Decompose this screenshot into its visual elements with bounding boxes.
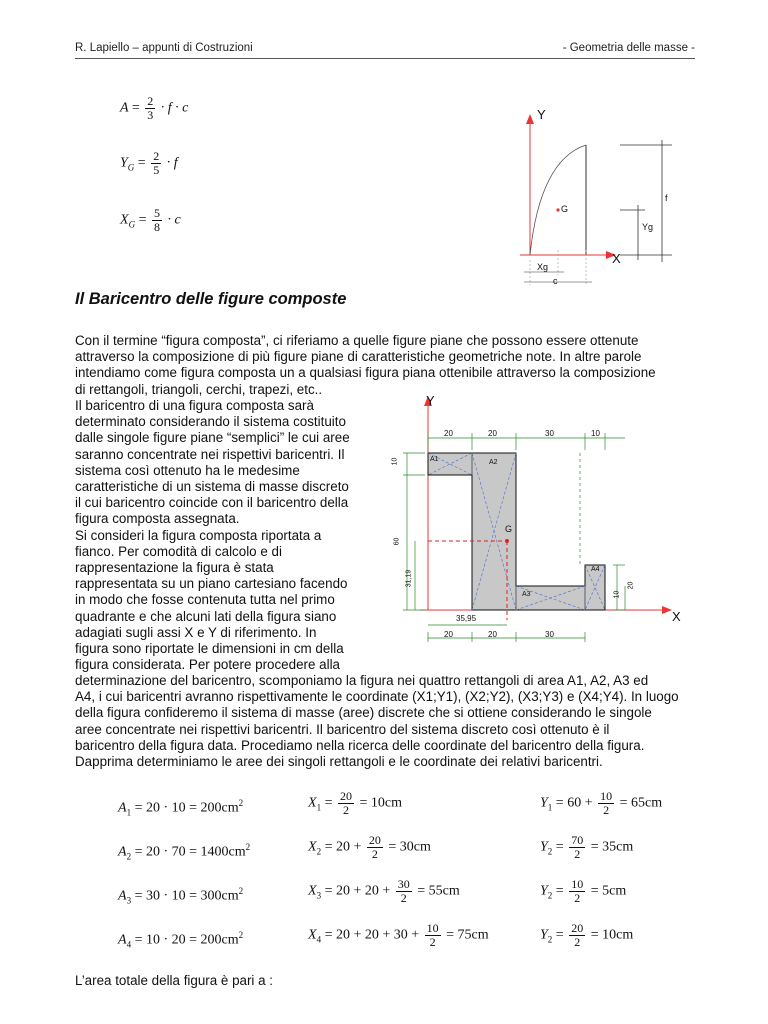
x-formula: $X_4 = 20 + 20 + 30$ + $\frac{10}{2}$ = 75cm (308, 921, 489, 949)
text-line: della figura confideremo il sistema di masse (aree) discrete che si ottiene considerando le singole (75, 705, 652, 721)
calc-row (118, 922, 698, 966)
text-line: baricentro della figura data. Procediamo nella ricerca delle coordinate del baricentro della figura. (75, 737, 645, 753)
calc-row (118, 790, 698, 834)
section-title: Il Baricentro delle figure composte (75, 290, 347, 308)
calc-row (118, 878, 698, 922)
text-line: figura composta assegnata. (75, 511, 240, 527)
text-line: Si consideri la figura composta riportata a (75, 527, 322, 543)
x-formula: $X_1$ = $\frac{20}{2}$ = 10cm (308, 789, 402, 817)
fig1-c-label: c (553, 276, 558, 286)
label-a2: A2 (489, 459, 498, 466)
dim-right-20: 20 (627, 581, 635, 590)
fig1-f-label: f (665, 193, 668, 203)
x-formula: $X_2 = 20$ + $\frac{20}{2}$ = 30cm (308, 833, 431, 861)
dim-top-2: 20 (488, 429, 497, 438)
text-line: adagiati sugli assi X e Y di riferimento. In (75, 624, 317, 640)
y-formula: $Y_1 = 60$ + $\frac{10}{2}$ = 65cm (540, 789, 663, 817)
text-line: A4, i cui baricentri avranno rispettivamente le coordinate (X1;Y1), (X2;Y2), (X3;Y3) e (X4;Y4). In luogo (75, 689, 679, 705)
text-line: rappresentazione la figura è stata (75, 560, 274, 576)
calc-table (118, 790, 698, 966)
dim-top-3: 30 (545, 429, 554, 438)
area-formula: $A_2 = 20 \cdot 70 = 1400cm^2$ (118, 842, 251, 862)
y-formula: $Y_2$ = $\frac{70}{2}$ = 35cm (540, 833, 634, 861)
intro-paragraph (75, 333, 695, 398)
text-line: determinato considerando il sistema costituito (75, 414, 346, 430)
dim-bottom-3: 30 (545, 630, 554, 639)
dim-left-3119: 31,19 (405, 569, 413, 588)
text-line: figura sono riportate le dimensioni in cm della (75, 641, 344, 657)
text-line: il cui baricentro coincide con il baricentro della (75, 495, 349, 511)
full-paragraph (75, 673, 695, 770)
text-line: in modo che fosse contenuta tutta nel primo (75, 592, 335, 608)
header-right: - Geometria delle masse - (562, 42, 695, 54)
dim-bottom-2: 20 (488, 630, 497, 639)
y-formula: $Y_2$ = $\frac{20}{2}$ = 10cm (540, 921, 634, 949)
text-line: intendiamo come figura composta un a qualsiasi figura piana ottenibile attraverso la composizione (75, 365, 656, 381)
text-line: quadrante e che alcuni lati della figura siano (75, 608, 337, 624)
header-rule (75, 58, 695, 59)
text-line: Con il termine “figura composta”, ci riferiamo a quelle figure piane che possono essere ottenute (75, 333, 639, 348)
label-a3: A3 (522, 591, 531, 598)
formula-area: A = $\frac{2}{3}$ · f · c (120, 94, 189, 122)
text-line: di rettangoli, triangoli, cerchi, trapezi, etc.. (75, 381, 323, 397)
dim-top-1: 20 (444, 429, 453, 438)
area-formula: $A_4 = 10 \cdot 20 = 200cm^2$ (118, 930, 244, 950)
text-line: Dapprima determiniamo le aree dei singoli rettangoli e le coordinate dei relativi baricentri. (75, 754, 603, 770)
area-formula: $A_1 = 20 \cdot 10 = 200cm^2$ (118, 798, 244, 818)
fig2-y-label: Y (426, 393, 435, 408)
left-paragraph (75, 398, 368, 673)
fig2-g-label: G (505, 524, 513, 534)
text-line: caratteristiche di un sistema di masse discreto (75, 479, 349, 495)
dim-3595: 35,95 (456, 614, 477, 623)
dim-left-10: 10 (391, 457, 399, 466)
calc-row (118, 834, 698, 878)
text-line: aree concentrate nei rispettivi baricentri. Il baricentro del sistema discreto così ottenuto è il (75, 721, 610, 737)
text-line: Il baricentro di una figura composta sarà (75, 398, 314, 413)
formula-xg: $X_G$ = $\frac{5}{8}$ · c (120, 206, 181, 234)
fig1-x-label: X (612, 251, 621, 266)
fig1-g-label: G (561, 204, 569, 214)
fig2-x-label: X (672, 609, 681, 624)
label-a1: A1 (430, 456, 439, 463)
header-left: R. Lapiello – appunti di Costruzioni (75, 42, 253, 54)
text-line: saranno concentrate nei rispettivi baricentri. Il (75, 446, 345, 462)
text-line: fianco. Per comodità di calcolo e di (75, 543, 282, 559)
area-formula: $A_3 = 30 \cdot 10 = 300cm^2$ (118, 886, 244, 906)
label-a4: A4 (591, 566, 600, 573)
text-line: dalle singole figure piane “semplici” le cui aree (75, 430, 350, 446)
text-line: sistema così ottenuto ha le medesime (75, 462, 300, 478)
x-formula: $X_3 = 20 + 20$ + $\frac{30}{2}$ = 55cm (308, 877, 460, 905)
formula-yg: $Y_G$ = $\frac{2}{5}$ · f (120, 149, 178, 177)
fig1-yg-label: Yg (642, 222, 654, 232)
fig1-xg-label: Xg (537, 262, 549, 272)
fig1-y-label: Y (537, 107, 546, 122)
composite-figure (385, 390, 695, 645)
dim-right-10: 10 (613, 590, 621, 599)
text-line: rappresentata su un piano cartesiano facendo (75, 576, 348, 592)
dim-top-4: 10 (591, 429, 600, 438)
y-formula: $Y_2$ = $\frac{10}{2}$ = 5cm (540, 877, 627, 905)
total-area-line: L’area totale della figura è pari a : (75, 973, 274, 988)
dim-left-60: 60 (393, 537, 401, 546)
text-line: determinazione del baricentro, scomponiamo la figura nei quattro rettangoli di area A1, A2, A3 ed (75, 673, 649, 688)
text-line: figura considerata. Per potere procedere alla (75, 657, 340, 673)
dim-bottom-1: 20 (444, 630, 453, 639)
parabola-figure (500, 100, 700, 300)
text-line: attraverso la composizione di più figure piane di caratteristiche geometriche note. In altre parole (75, 349, 642, 365)
